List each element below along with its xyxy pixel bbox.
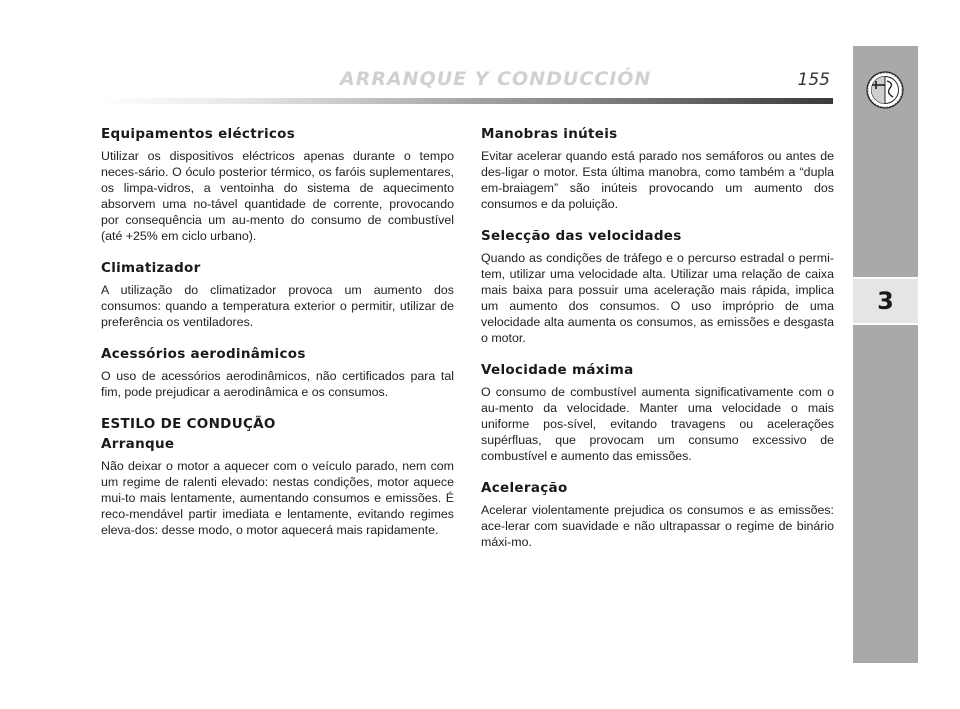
section-text: Utilizar os dispositivos eléctricos apenas durante o tempo neces-sário. O óculo posterior térmico, os faróis suplementares, os limpa-vidros, a ventoinha do sistema de aquecimento absorvem uma no-tável quantidade de corrente, provocando por consequência um au-mento do consumo de combustível (até +25% em ciclo urbano). bbox=[101, 149, 454, 243]
chapter-sidebar bbox=[853, 46, 918, 663]
running-header-title: ARRANQUE Y CONDUCCIÓN bbox=[340, 68, 652, 90]
section-heading: Arranque bbox=[101, 436, 175, 452]
section-heading: Selecção das velocidades bbox=[481, 228, 682, 244]
section-text: O consumo de combustível aumenta significativamente com o au-mento da velocidade. Manter uma velocidade o mais uniforme pos-sível, evitando travagens ou acelerações supérfluas, que provocam um consumo excessivo de combustível e aumento das emissões. bbox=[481, 385, 834, 463]
section-text: Evitar acelerar quando está parado nos semáforos ou antes de des-ligar o motor. Esta última manobra, como também a “dupla em-braiagem” são inúteis provocando um aumento dos consumos e da poluição. bbox=[481, 149, 834, 211]
section-text: O uso de acessórios aerodinâmicos, não certificados para tal fim, pode prejudicar a aerodinâmica e os consumos. bbox=[101, 369, 454, 399]
section-manobras bbox=[481, 126, 834, 212]
section-text: Acelerar violentamente prejudica os consumos e as emissões: ace-lerar com suavidade e não ultrapassar o regime de binário máxi-mo. bbox=[481, 503, 834, 549]
left-column bbox=[101, 126, 454, 554]
section-text: Quando as condições de tráfego e o percurso estradal o permi-tem, utilizar uma velocidade alta. Utilizar uma relação de caixa mais baixa para possuir uma aceleração mais rápida, implica um aumento dos consumos. O uso impróprio de uma velocidade alta aumenta os consumos, as emissões e desgasta o motor. bbox=[481, 251, 834, 345]
section-heading: Velocidade máxima bbox=[481, 362, 634, 378]
section-acessorios bbox=[101, 346, 454, 400]
section-heading: Acessórios aerodinâmicos bbox=[101, 346, 306, 362]
header-rule bbox=[100, 98, 833, 104]
section-text: A utilização do climatizador provoca um aumento dos consumos: quando a temperatura exterior o permitir, utilizar de preferência os ventiladores. bbox=[101, 283, 454, 329]
section-equipamentos bbox=[101, 126, 454, 244]
section-heading: Aceleração bbox=[481, 480, 568, 496]
section-text: Não deixar o motor a aquecer com o veículo parado, nem com um regime de ralenti elevado: nestas condições, motor aquece mui-to mais lentamente, aumentando consumos e emissões. É reco-mendável partir imediata e lentamente, evitando regimes eleva-dos: desse modo, o motor aquecerá mais rapidamente. bbox=[101, 459, 454, 537]
section-climatizador bbox=[101, 260, 454, 330]
right-column bbox=[481, 126, 834, 566]
section-heading: Climatizador bbox=[101, 260, 201, 276]
section-seleccao bbox=[481, 228, 834, 346]
alfa-romeo-logo-icon bbox=[866, 71, 904, 109]
chapter-number-tab[interactable]: 3 bbox=[853, 277, 918, 325]
page-number: 155 bbox=[797, 70, 830, 90]
section-aceleracao bbox=[481, 480, 834, 550]
section-heading: Manobras inúteis bbox=[481, 126, 618, 142]
style-heading: ESTILO DE CONDUÇÃO bbox=[101, 416, 276, 432]
section-arranque bbox=[101, 436, 454, 538]
section-velocidade bbox=[481, 362, 834, 464]
section-heading: Equipamentos eléctricos bbox=[101, 126, 296, 142]
